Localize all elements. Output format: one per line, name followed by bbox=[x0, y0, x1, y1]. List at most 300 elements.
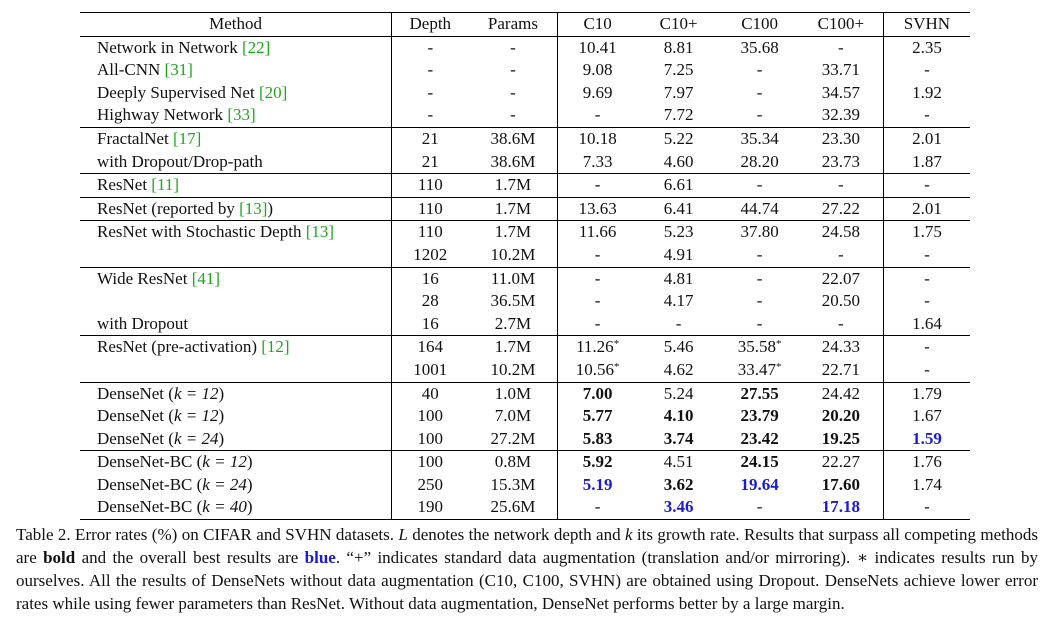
cell-depth bbox=[392, 451, 469, 474]
cell-method bbox=[80, 290, 392, 313]
cell-value: - bbox=[675, 313, 682, 333]
cell-c100 bbox=[720, 197, 798, 221]
table-row bbox=[80, 244, 970, 267]
cell-value: 100 bbox=[417, 452, 444, 472]
header-c10: C10 bbox=[558, 13, 637, 37]
method-name: Wide ResNet bbox=[97, 268, 188, 288]
header-c10-plus: C10+ bbox=[637, 13, 721, 37]
cell-depth bbox=[392, 244, 469, 267]
table-row bbox=[80, 474, 970, 497]
method-name: Deeply Supervised Net bbox=[97, 82, 255, 102]
cell-value: 4.91 bbox=[663, 244, 694, 264]
cell-value: 28.20 bbox=[740, 151, 779, 171]
header-method: Method bbox=[80, 13, 392, 37]
cell-value: 2.35 bbox=[912, 37, 942, 57]
cell-value: - bbox=[837, 244, 844, 264]
cell-depth bbox=[392, 313, 469, 336]
cell-value: 24.15 bbox=[740, 452, 779, 472]
header-depth: Depth bbox=[392, 13, 469, 37]
cell-method bbox=[80, 151, 392, 174]
cell-value: 10.18 bbox=[578, 128, 617, 148]
cell-depth bbox=[392, 127, 469, 150]
cell-value: 110 bbox=[417, 198, 443, 218]
citation-link[interactable]: [20] bbox=[258, 82, 288, 102]
cell-value: - bbox=[756, 82, 763, 102]
cell-value: 22.07 bbox=[821, 268, 860, 288]
cell-svhn bbox=[883, 496, 970, 519]
header-svhn: SVHN bbox=[883, 13, 970, 37]
cell-value: 5.19 bbox=[582, 474, 613, 494]
cell-c10-plus bbox=[637, 267, 721, 290]
cell-svhn bbox=[883, 127, 970, 150]
cell-value: 7.72 bbox=[663, 105, 694, 125]
cell-value: - bbox=[924, 244, 930, 264]
cell-method bbox=[80, 359, 392, 382]
cell-c100-plus bbox=[799, 197, 884, 221]
citation-link[interactable]: [11] bbox=[151, 175, 179, 195]
cell-c100-plus bbox=[799, 382, 884, 405]
cell-c100 bbox=[720, 336, 798, 359]
cell-method bbox=[80, 174, 392, 198]
cell-svhn bbox=[883, 221, 970, 244]
cell-params bbox=[468, 221, 558, 244]
citation-link[interactable]: [33] bbox=[227, 105, 256, 125]
citation-link[interactable]: [31] bbox=[164, 60, 193, 80]
cell-value: 16 bbox=[421, 268, 439, 288]
table-row bbox=[80, 382, 970, 405]
citation-link[interactable]: [13] bbox=[239, 198, 268, 218]
cell-svhn bbox=[883, 151, 970, 174]
cell-value: 33.47 bbox=[737, 359, 776, 379]
cell-params bbox=[468, 313, 558, 336]
cell-method: DenseNet (k = 24) bbox=[80, 428, 392, 451]
cell-c10 bbox=[558, 127, 637, 150]
cell-method: DenseNet-BC (k = 12) bbox=[80, 451, 392, 474]
cell-value: 35.68 bbox=[740, 37, 779, 57]
cell-method bbox=[80, 197, 392, 221]
cell-value: 5.23 bbox=[663, 222, 694, 242]
table-row bbox=[80, 496, 970, 519]
cell-c100-plus bbox=[799, 151, 884, 174]
cell-c10-plus bbox=[637, 36, 721, 59]
cell-value: - bbox=[756, 175, 763, 195]
cell-c10 bbox=[558, 267, 637, 290]
cell-value: 17.18 bbox=[821, 497, 860, 517]
cell-c10-plus bbox=[637, 221, 721, 244]
cell-value: 1.67 bbox=[912, 406, 942, 426]
cell-value: 38.6M bbox=[490, 151, 536, 171]
cell-value: 1.75 bbox=[912, 222, 942, 242]
cell-value: 21 bbox=[421, 151, 439, 171]
cell-value: 27.22 bbox=[821, 198, 860, 218]
cell-value: 164 bbox=[417, 337, 444, 357]
cell-c10-plus bbox=[637, 244, 721, 267]
cell-value: 4.62 bbox=[663, 359, 694, 379]
cell-params bbox=[468, 174, 558, 198]
method-suffix: ) bbox=[267, 198, 274, 218]
cell-c100-plus bbox=[799, 451, 884, 474]
cell-c100 bbox=[720, 496, 798, 519]
cell-value: - bbox=[756, 268, 763, 288]
cell-c100-plus bbox=[799, 221, 884, 244]
cell-svhn bbox=[883, 267, 970, 290]
caption-part-2: denotes the network depth and bbox=[407, 525, 625, 544]
cell-c100 bbox=[720, 36, 798, 59]
cell-value: - bbox=[924, 105, 930, 125]
method-name: Highway Network bbox=[97, 105, 224, 125]
table-row bbox=[80, 127, 970, 150]
cell-c100 bbox=[720, 359, 798, 382]
cell-c10-plus bbox=[637, 127, 721, 150]
cell-value: 1.92 bbox=[912, 82, 942, 102]
cell-c100 bbox=[720, 267, 798, 290]
cell-method: DenseNet (k = 12) bbox=[80, 405, 392, 428]
table-row bbox=[80, 313, 970, 336]
cell-c10-plus bbox=[637, 59, 721, 82]
cell-value: 23.42 bbox=[740, 428, 779, 448]
caption-part-3: its growth rate. Results that surpass all competing methods are bbox=[16, 525, 1039, 567]
cell-value: - bbox=[756, 244, 763, 264]
cell-depth bbox=[392, 405, 469, 428]
cell-svhn bbox=[883, 36, 970, 59]
cell-value: - bbox=[510, 60, 516, 80]
cell-value: 44.74 bbox=[740, 198, 779, 218]
cell-c10-plus bbox=[637, 174, 721, 198]
cell-value: - bbox=[756, 497, 763, 517]
cell-params bbox=[468, 496, 558, 519]
cell-c10 bbox=[558, 428, 637, 451]
cell-value: 7.33 bbox=[582, 151, 613, 171]
self-run-marker: * bbox=[776, 360, 782, 373]
cell-value: 36.5M bbox=[490, 291, 536, 311]
cell-svhn bbox=[883, 104, 970, 127]
cell-value: 1.7M bbox=[494, 198, 532, 218]
method-name: ResNet with Stochastic Depth bbox=[97, 222, 302, 242]
cell-method bbox=[80, 127, 392, 150]
cell-value: 1.7M bbox=[494, 175, 532, 195]
cell-c100 bbox=[720, 474, 798, 497]
method-name: DenseNet bbox=[97, 428, 165, 448]
cell-params bbox=[468, 59, 558, 82]
cell-value: 5.46 bbox=[663, 337, 694, 357]
self-run-marker: * bbox=[613, 338, 620, 351]
table-row bbox=[80, 151, 970, 174]
cell-svhn bbox=[883, 405, 970, 428]
cell-value: 3.46 bbox=[663, 497, 694, 517]
cell-value: - bbox=[510, 37, 516, 57]
growth-rate: k = 12 bbox=[202, 452, 247, 472]
cell-value: 1202 bbox=[413, 244, 448, 264]
caption-part-5: . “+” indicates standard data augmentation (translation and/or mirroring). ∗ indicates results run by ourselves. All the results of DenseNets without data augmentation (C10, C100, SVHN) are obtained using Dropout. DenseNets achieve lower error rates while using fewer parameters than ResNet. Without data augmentation, DenseNet performs better by a large margin. bbox=[16, 548, 1038, 613]
growth-rate: k = 40 bbox=[202, 497, 247, 517]
cell-depth bbox=[392, 428, 469, 451]
growth-rate: k = 12 bbox=[173, 383, 219, 403]
cell-method: DenseNet (k = 12) bbox=[80, 382, 392, 405]
cell-value: 7.0M bbox=[494, 406, 532, 426]
cell-value: - bbox=[837, 175, 844, 195]
cell-value: 11.0M bbox=[490, 268, 536, 288]
cell-c100 bbox=[720, 244, 798, 267]
cell-c100-plus bbox=[799, 428, 884, 451]
cell-value: 4.81 bbox=[663, 268, 694, 288]
cell-value: - bbox=[594, 497, 601, 517]
cell-value: - bbox=[594, 244, 601, 264]
cell-value: - bbox=[756, 291, 763, 311]
cell-c10 bbox=[558, 221, 637, 244]
cell-value: 19.64 bbox=[740, 474, 779, 494]
cell-method bbox=[80, 336, 392, 359]
cell-value: 4.17 bbox=[663, 291, 694, 311]
cell-c10-plus bbox=[637, 474, 721, 497]
cell-value: 250 bbox=[417, 474, 444, 494]
cell-value: - bbox=[594, 291, 601, 311]
citation-link[interactable]: [13] bbox=[305, 222, 335, 242]
cell-value: 21 bbox=[421, 128, 439, 148]
cell-c10-plus bbox=[637, 451, 721, 474]
table-row bbox=[80, 290, 970, 313]
cell-value: 25.6M bbox=[490, 497, 536, 517]
table-row bbox=[80, 174, 970, 198]
cell-params bbox=[468, 428, 558, 451]
cell-svhn bbox=[883, 474, 970, 497]
cell-c10 bbox=[558, 197, 637, 221]
method-name: All-CNN bbox=[97, 60, 161, 80]
cell-value: 20.50 bbox=[821, 291, 860, 311]
table-caption bbox=[16, 523, 1038, 615]
cell-value: 11.66 bbox=[578, 222, 617, 242]
cell-svhn bbox=[883, 59, 970, 82]
cell-c100-plus bbox=[799, 174, 884, 198]
cell-value: 4.51 bbox=[663, 452, 694, 472]
method-name: ResNet (pre-activation) bbox=[97, 337, 258, 357]
cell-value: 110 bbox=[417, 175, 443, 195]
cell-value: - bbox=[594, 313, 601, 333]
cell-value: 15.3M bbox=[490, 474, 536, 494]
cell-value: 7.00 bbox=[582, 383, 613, 403]
cell-c10 bbox=[558, 151, 637, 174]
header-c100-plus: C100+ bbox=[799, 13, 884, 37]
cell-value: - bbox=[837, 37, 844, 57]
cell-value: 1.64 bbox=[912, 313, 942, 333]
cell-value: 6.41 bbox=[663, 198, 694, 218]
cell-c10 bbox=[558, 104, 637, 127]
cell-value: 24.33 bbox=[821, 337, 860, 357]
cell-value: - bbox=[594, 175, 601, 195]
cell-c10-plus bbox=[637, 82, 721, 105]
method-name: DenseNet bbox=[97, 406, 165, 426]
cell-c100-plus bbox=[799, 313, 884, 336]
cell-value: 5.77 bbox=[582, 406, 613, 426]
cell-value: - bbox=[427, 105, 434, 125]
cell-value: 1.87 bbox=[912, 151, 942, 171]
table-row bbox=[80, 221, 970, 244]
cell-value: 4.60 bbox=[663, 151, 694, 171]
table-row bbox=[80, 405, 970, 428]
cell-value: - bbox=[427, 37, 434, 57]
cell-svhn bbox=[883, 336, 970, 359]
cell-value: 27.55 bbox=[740, 383, 779, 403]
header-c100: C100 bbox=[720, 13, 798, 37]
cell-value: 23.73 bbox=[821, 151, 860, 171]
cell-value: 2.01 bbox=[912, 128, 942, 148]
method-name: Network in Network bbox=[97, 37, 238, 57]
cell-value: 11.26 bbox=[576, 337, 614, 357]
cell-value: - bbox=[924, 268, 930, 288]
cell-value: 1.0M bbox=[494, 383, 532, 403]
cell-c100-plus bbox=[799, 82, 884, 105]
cell-c10 bbox=[558, 405, 637, 428]
cell-svhn bbox=[883, 382, 970, 405]
cell-depth bbox=[392, 336, 469, 359]
cell-c100 bbox=[720, 174, 798, 198]
method-name: with Dropout bbox=[97, 313, 189, 333]
cell-value: 5.92 bbox=[582, 452, 613, 472]
cell-c10-plus bbox=[637, 104, 721, 127]
cell-value: - bbox=[924, 359, 930, 379]
cell-c10 bbox=[558, 174, 637, 198]
cell-c10 bbox=[558, 496, 637, 519]
cell-c10 bbox=[558, 451, 637, 474]
cell-c100 bbox=[720, 451, 798, 474]
cell-value: 24.42 bbox=[821, 383, 860, 403]
cell-c100 bbox=[720, 313, 798, 336]
cell-value: 9.69 bbox=[582, 82, 613, 102]
cell-depth bbox=[392, 82, 469, 105]
caption-var-k: k bbox=[624, 525, 633, 544]
cell-value: 38.6M bbox=[490, 128, 536, 148]
table-header-row bbox=[80, 13, 970, 37]
cell-c100-plus bbox=[799, 405, 884, 428]
cell-params bbox=[468, 474, 558, 497]
citation-link[interactable]: [22] bbox=[241, 37, 271, 57]
header-params: Params bbox=[468, 13, 558, 37]
cell-params bbox=[468, 359, 558, 382]
cell-value: 1001 bbox=[413, 359, 448, 379]
table-row bbox=[80, 197, 970, 221]
cell-svhn bbox=[883, 82, 970, 105]
cell-value: 35.58 bbox=[737, 337, 776, 357]
cell-c10 bbox=[558, 382, 637, 405]
cell-method bbox=[80, 244, 392, 267]
cell-value: 100 bbox=[417, 406, 444, 426]
cell-c100-plus bbox=[799, 267, 884, 290]
cell-value: 1.7M bbox=[494, 337, 532, 357]
cell-params bbox=[468, 451, 558, 474]
cell-value: 20.20 bbox=[821, 406, 860, 426]
cell-params bbox=[468, 127, 558, 150]
cell-value: 37.80 bbox=[740, 222, 779, 242]
cell-value: 13.63 bbox=[578, 198, 617, 218]
table-row bbox=[80, 104, 970, 127]
cell-value: 190 bbox=[417, 497, 444, 517]
cell-depth bbox=[392, 267, 469, 290]
cell-params bbox=[468, 382, 558, 405]
cell-c100 bbox=[720, 59, 798, 82]
cell-params bbox=[468, 336, 558, 359]
cell-value: - bbox=[924, 497, 930, 517]
cell-value: 6.61 bbox=[663, 175, 694, 195]
cell-value: - bbox=[924, 291, 930, 311]
cell-value: - bbox=[924, 175, 930, 195]
cell-c10 bbox=[558, 59, 637, 82]
cell-params bbox=[468, 151, 558, 174]
cell-value: 35.34 bbox=[740, 128, 779, 148]
cell-value: 8.81 bbox=[663, 37, 694, 57]
cell-c10-plus bbox=[637, 336, 721, 359]
cell-value: 24.58 bbox=[821, 222, 860, 242]
cell-value: 34.57 bbox=[821, 82, 860, 102]
cell-c100-plus bbox=[799, 336, 884, 359]
cell-value: 19.25 bbox=[821, 428, 860, 448]
cell-method bbox=[80, 36, 392, 59]
cell-value: 22.27 bbox=[821, 452, 860, 472]
cell-value: 3.74 bbox=[663, 428, 694, 448]
cell-params bbox=[468, 36, 558, 59]
table-row bbox=[80, 82, 970, 105]
cell-value: 10.56 bbox=[575, 359, 614, 379]
cell-c100-plus bbox=[799, 290, 884, 313]
cell-c100 bbox=[720, 151, 798, 174]
cell-value: - bbox=[427, 82, 434, 102]
cell-c10 bbox=[558, 36, 637, 59]
cell-svhn bbox=[883, 313, 970, 336]
cell-c100 bbox=[720, 127, 798, 150]
cell-value: 23.79 bbox=[740, 406, 779, 426]
cell-method: DenseNet-BC (k = 24) bbox=[80, 474, 392, 497]
cell-depth bbox=[392, 496, 469, 519]
cell-value: 1.79 bbox=[912, 383, 942, 403]
cell-value: 3.62 bbox=[663, 474, 694, 494]
caption-var-l: L bbox=[398, 525, 408, 544]
cell-value: 22.71 bbox=[821, 359, 860, 379]
cell-value: 1.76 bbox=[912, 452, 942, 472]
cell-depth bbox=[392, 174, 469, 198]
cell-value: - bbox=[756, 60, 763, 80]
cell-value: 28 bbox=[421, 291, 439, 311]
table-row bbox=[80, 36, 970, 59]
method-name: DenseNet bbox=[97, 383, 165, 403]
cell-value: - bbox=[510, 105, 516, 125]
cell-c100-plus bbox=[799, 359, 884, 382]
citation-link[interactable]: [12] bbox=[261, 337, 290, 357]
cell-c10 bbox=[558, 290, 637, 313]
cell-c10-plus bbox=[637, 197, 721, 221]
cell-value: 1.59 bbox=[912, 428, 942, 448]
cell-svhn bbox=[883, 244, 970, 267]
cell-c100-plus bbox=[799, 59, 884, 82]
citation-link[interactable]: [41] bbox=[191, 268, 221, 288]
cell-value: 17.60 bbox=[821, 474, 860, 494]
citation-link[interactable]: [17] bbox=[173, 128, 202, 148]
cell-depth bbox=[392, 151, 469, 174]
cell-c100-plus bbox=[799, 244, 884, 267]
cell-svhn bbox=[883, 174, 970, 198]
cell-c10-plus bbox=[637, 151, 721, 174]
growth-rate: k = 12 bbox=[173, 406, 219, 426]
cell-c100 bbox=[720, 382, 798, 405]
cell-value: 2.01 bbox=[912, 198, 942, 218]
cell-params bbox=[468, 244, 558, 267]
cell-value: 10.2M bbox=[490, 359, 536, 379]
cell-c100-plus bbox=[799, 127, 884, 150]
cell-depth bbox=[392, 221, 469, 244]
cell-value: 27.2M bbox=[490, 428, 536, 448]
cell-value: 5.83 bbox=[582, 428, 613, 448]
method-name: with Dropout/Drop-path bbox=[97, 151, 263, 171]
cell-c100 bbox=[720, 221, 798, 244]
caption-part-1: Table 2. Error rates (%) on CIFAR and SVHN datasets. bbox=[16, 525, 399, 544]
method-name: DenseNet-BC bbox=[97, 452, 193, 472]
